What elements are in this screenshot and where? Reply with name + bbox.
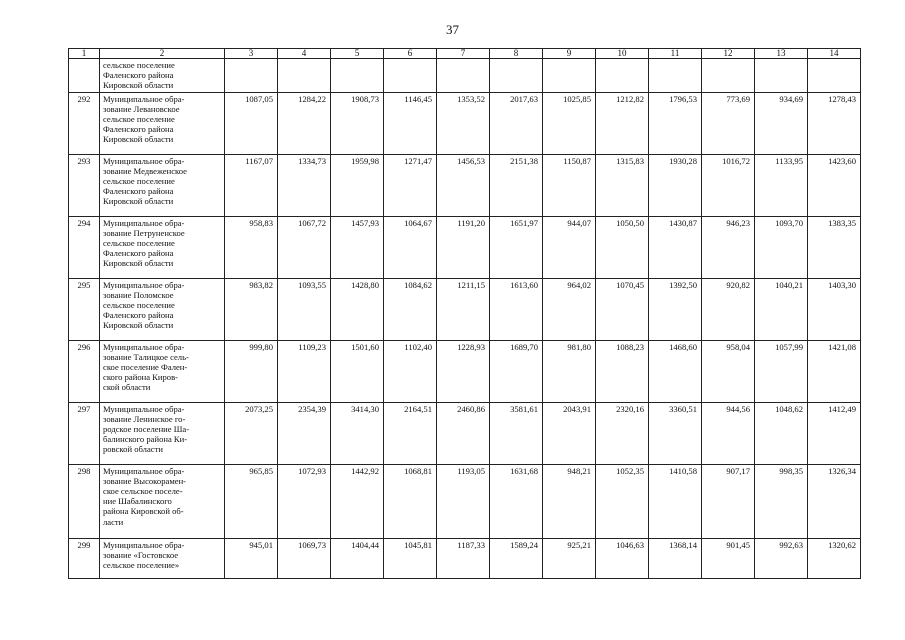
value-cell bbox=[808, 59, 861, 93]
value-cell: 2073,25 bbox=[225, 402, 278, 464]
column-header: 9 bbox=[543, 49, 596, 59]
value-cell: 1050,50 bbox=[596, 216, 649, 278]
value-cell bbox=[490, 59, 543, 93]
value-cell: 2164,51 bbox=[384, 402, 437, 464]
table-row bbox=[69, 154, 861, 216]
value-cell: 901,45 bbox=[702, 538, 755, 578]
value-cell: 1392,50 bbox=[649, 278, 702, 340]
value-cell: 3360,51 bbox=[649, 402, 702, 464]
value-cell: 1084,62 bbox=[384, 278, 437, 340]
value-cell: 1072,93 bbox=[278, 464, 331, 538]
value-cell: 945,01 bbox=[225, 538, 278, 578]
value-cell bbox=[755, 59, 808, 93]
value-cell: 1212,82 bbox=[596, 92, 649, 154]
table-row bbox=[69, 92, 861, 154]
value-cell: 1404,44 bbox=[331, 538, 384, 578]
value-cell bbox=[278, 59, 331, 93]
row-name: Муниципальное обра- зование Ленинское го- родское поселение Ша- балинского района Ки- ровской области bbox=[100, 402, 225, 464]
value-cell: 1271,47 bbox=[384, 154, 437, 216]
value-cell: 1191,20 bbox=[437, 216, 490, 278]
value-cell: 1284,22 bbox=[278, 92, 331, 154]
value-cell: 1048,62 bbox=[755, 402, 808, 464]
value-cell: 1052,35 bbox=[596, 464, 649, 538]
value-cell: 1193,05 bbox=[437, 464, 490, 538]
column-header: 4 bbox=[278, 49, 331, 59]
value-cell: 1087,05 bbox=[225, 92, 278, 154]
value-cell: 1133,95 bbox=[755, 154, 808, 216]
row-index: 294 bbox=[69, 216, 100, 278]
value-cell: 1064,67 bbox=[384, 216, 437, 278]
value-cell bbox=[225, 59, 278, 93]
data-table bbox=[68, 48, 861, 579]
column-header: 14 bbox=[808, 49, 861, 59]
value-cell: 1501,60 bbox=[331, 340, 384, 402]
column-header: 10 bbox=[596, 49, 649, 59]
value-cell: 981,80 bbox=[543, 340, 596, 402]
value-cell: 1428,80 bbox=[331, 278, 384, 340]
row-name: Муниципальное обра- зование Петруненское сельское поселение Фаленского района Кировской области bbox=[100, 216, 225, 278]
continued-row bbox=[69, 59, 861, 93]
row-index: 298 bbox=[69, 464, 100, 538]
value-cell bbox=[702, 59, 755, 93]
value-cell: 1457,93 bbox=[331, 216, 384, 278]
value-cell: 925,21 bbox=[543, 538, 596, 578]
value-cell: 1651,97 bbox=[490, 216, 543, 278]
value-cell: 1057,99 bbox=[755, 340, 808, 402]
value-cell: 1102,40 bbox=[384, 340, 437, 402]
value-cell: 948,21 bbox=[543, 464, 596, 538]
value-cell: 1228,93 bbox=[437, 340, 490, 402]
value-cell: 1315,83 bbox=[596, 154, 649, 216]
value-cell: 1320,62 bbox=[808, 538, 861, 578]
value-cell: 958,83 bbox=[225, 216, 278, 278]
value-cell bbox=[331, 59, 384, 93]
value-cell: 1423,60 bbox=[808, 154, 861, 216]
value-cell: 1421,08 bbox=[808, 340, 861, 402]
value-cell: 1456,53 bbox=[437, 154, 490, 216]
row-index: 296 bbox=[69, 340, 100, 402]
page-number: 37 bbox=[446, 22, 459, 37]
value-cell: 1589,24 bbox=[490, 538, 543, 578]
value-cell bbox=[596, 59, 649, 93]
column-header: 12 bbox=[702, 49, 755, 59]
value-cell bbox=[437, 59, 490, 93]
table-row bbox=[69, 340, 861, 402]
value-cell: 1908,73 bbox=[331, 92, 384, 154]
value-cell: 2151,38 bbox=[490, 154, 543, 216]
value-cell: 1016,72 bbox=[702, 154, 755, 216]
value-cell: 1383,35 bbox=[808, 216, 861, 278]
value-cell: 983,82 bbox=[225, 278, 278, 340]
value-cell: 944,07 bbox=[543, 216, 596, 278]
row-name: Муниципальное обра- зование Талицкое сель- ское поселение Фален- ского района Киров- ской области bbox=[100, 340, 225, 402]
row-name: Муниципальное обра- зование Левановское сельское поселение Фаленского района Кировской области bbox=[100, 92, 225, 154]
value-cell: 1046,63 bbox=[596, 538, 649, 578]
column-header: 5 bbox=[331, 49, 384, 59]
value-cell: 1045,81 bbox=[384, 538, 437, 578]
value-cell: 1430,87 bbox=[649, 216, 702, 278]
column-header: 11 bbox=[649, 49, 702, 59]
value-cell: 998,35 bbox=[755, 464, 808, 538]
row-index: 295 bbox=[69, 278, 100, 340]
row-name: сельское поселение Фаленского района Кировской области bbox=[100, 59, 225, 93]
value-cell: 1069,73 bbox=[278, 538, 331, 578]
column-header: 3 bbox=[225, 49, 278, 59]
value-cell: 1278,43 bbox=[808, 92, 861, 154]
value-cell bbox=[649, 59, 702, 93]
row-index: 297 bbox=[69, 402, 100, 464]
table-row bbox=[69, 278, 861, 340]
value-cell: 1334,73 bbox=[278, 154, 331, 216]
value-cell: 1167,07 bbox=[225, 154, 278, 216]
value-cell: 773,69 bbox=[702, 92, 755, 154]
value-cell: 1796,53 bbox=[649, 92, 702, 154]
value-cell: 1150,87 bbox=[543, 154, 596, 216]
value-cell: 1959,98 bbox=[331, 154, 384, 216]
value-cell: 1468,60 bbox=[649, 340, 702, 402]
value-cell: 965,85 bbox=[225, 464, 278, 538]
value-cell: 934,69 bbox=[755, 92, 808, 154]
value-cell: 1025,85 bbox=[543, 92, 596, 154]
value-cell bbox=[384, 59, 437, 93]
value-cell: 3414,30 bbox=[331, 402, 384, 464]
value-cell: 1068,81 bbox=[384, 464, 437, 538]
value-cell: 2320,16 bbox=[596, 402, 649, 464]
value-cell: 1093,55 bbox=[278, 278, 331, 340]
value-cell: 2017,63 bbox=[490, 92, 543, 154]
column-header: 8 bbox=[490, 49, 543, 59]
value-cell: 2460,86 bbox=[437, 402, 490, 464]
value-cell: 920,82 bbox=[702, 278, 755, 340]
value-cell: 992,63 bbox=[755, 538, 808, 578]
value-cell: 1930,28 bbox=[649, 154, 702, 216]
value-cell: 1368,14 bbox=[649, 538, 702, 578]
value-cell: 1353,52 bbox=[437, 92, 490, 154]
column-header: 13 bbox=[755, 49, 808, 59]
value-cell: 1631,68 bbox=[490, 464, 543, 538]
value-cell: 1326,34 bbox=[808, 464, 861, 538]
table-row bbox=[69, 464, 861, 538]
row-name: Муниципальное обра- зование Высокорамен- ское сельское поселе- ние Шабалинского района Кировской об- ласти bbox=[100, 464, 225, 538]
value-cell: 1040,21 bbox=[755, 278, 808, 340]
row-index: 293 bbox=[69, 154, 100, 216]
value-cell: 1613,60 bbox=[490, 278, 543, 340]
value-cell: 3581,61 bbox=[490, 402, 543, 464]
table-row bbox=[69, 216, 861, 278]
value-cell: 2043,91 bbox=[543, 402, 596, 464]
value-cell: 2354,39 bbox=[278, 402, 331, 464]
value-cell: 999,80 bbox=[225, 340, 278, 402]
value-cell bbox=[543, 59, 596, 93]
row-name: Муниципальное обра- зование Поломское сельское поселение Фаленского района Кировской области bbox=[100, 278, 225, 340]
row-index: 299 bbox=[69, 538, 100, 578]
value-cell: 958,04 bbox=[702, 340, 755, 402]
value-cell: 1109,23 bbox=[278, 340, 331, 402]
value-cell: 944,56 bbox=[702, 402, 755, 464]
value-cell: 964,02 bbox=[543, 278, 596, 340]
value-cell: 907,17 bbox=[702, 464, 755, 538]
value-cell: 1442,92 bbox=[331, 464, 384, 538]
row-index: 292 bbox=[69, 92, 100, 154]
value-cell: 1689,70 bbox=[490, 340, 543, 402]
value-cell: 1146,45 bbox=[384, 92, 437, 154]
value-cell: 1412,49 bbox=[808, 402, 861, 464]
value-cell: 1070,45 bbox=[596, 278, 649, 340]
row-name: Муниципальное обра- зование Медвеженское сельское поселение Фаленского района Кировской области bbox=[100, 154, 225, 216]
row-name: Муниципальное обра- зование «Гостовское сельское поселение» bbox=[100, 538, 225, 578]
value-cell: 1088,23 bbox=[596, 340, 649, 402]
header-row bbox=[69, 49, 861, 59]
table-row bbox=[69, 402, 861, 464]
table-row bbox=[69, 538, 861, 578]
value-cell: 1410,58 bbox=[649, 464, 702, 538]
column-header: 1 bbox=[69, 49, 100, 59]
value-cell: 1067,72 bbox=[278, 216, 331, 278]
value-cell: 946,23 bbox=[702, 216, 755, 278]
row-index bbox=[69, 59, 100, 93]
value-cell: 1093,70 bbox=[755, 216, 808, 278]
column-header: 6 bbox=[384, 49, 437, 59]
column-header: 7 bbox=[437, 49, 490, 59]
value-cell: 1211,15 bbox=[437, 278, 490, 340]
column-header: 2 bbox=[100, 49, 225, 59]
value-cell: 1403,30 bbox=[808, 278, 861, 340]
value-cell: 1187,33 bbox=[437, 538, 490, 578]
